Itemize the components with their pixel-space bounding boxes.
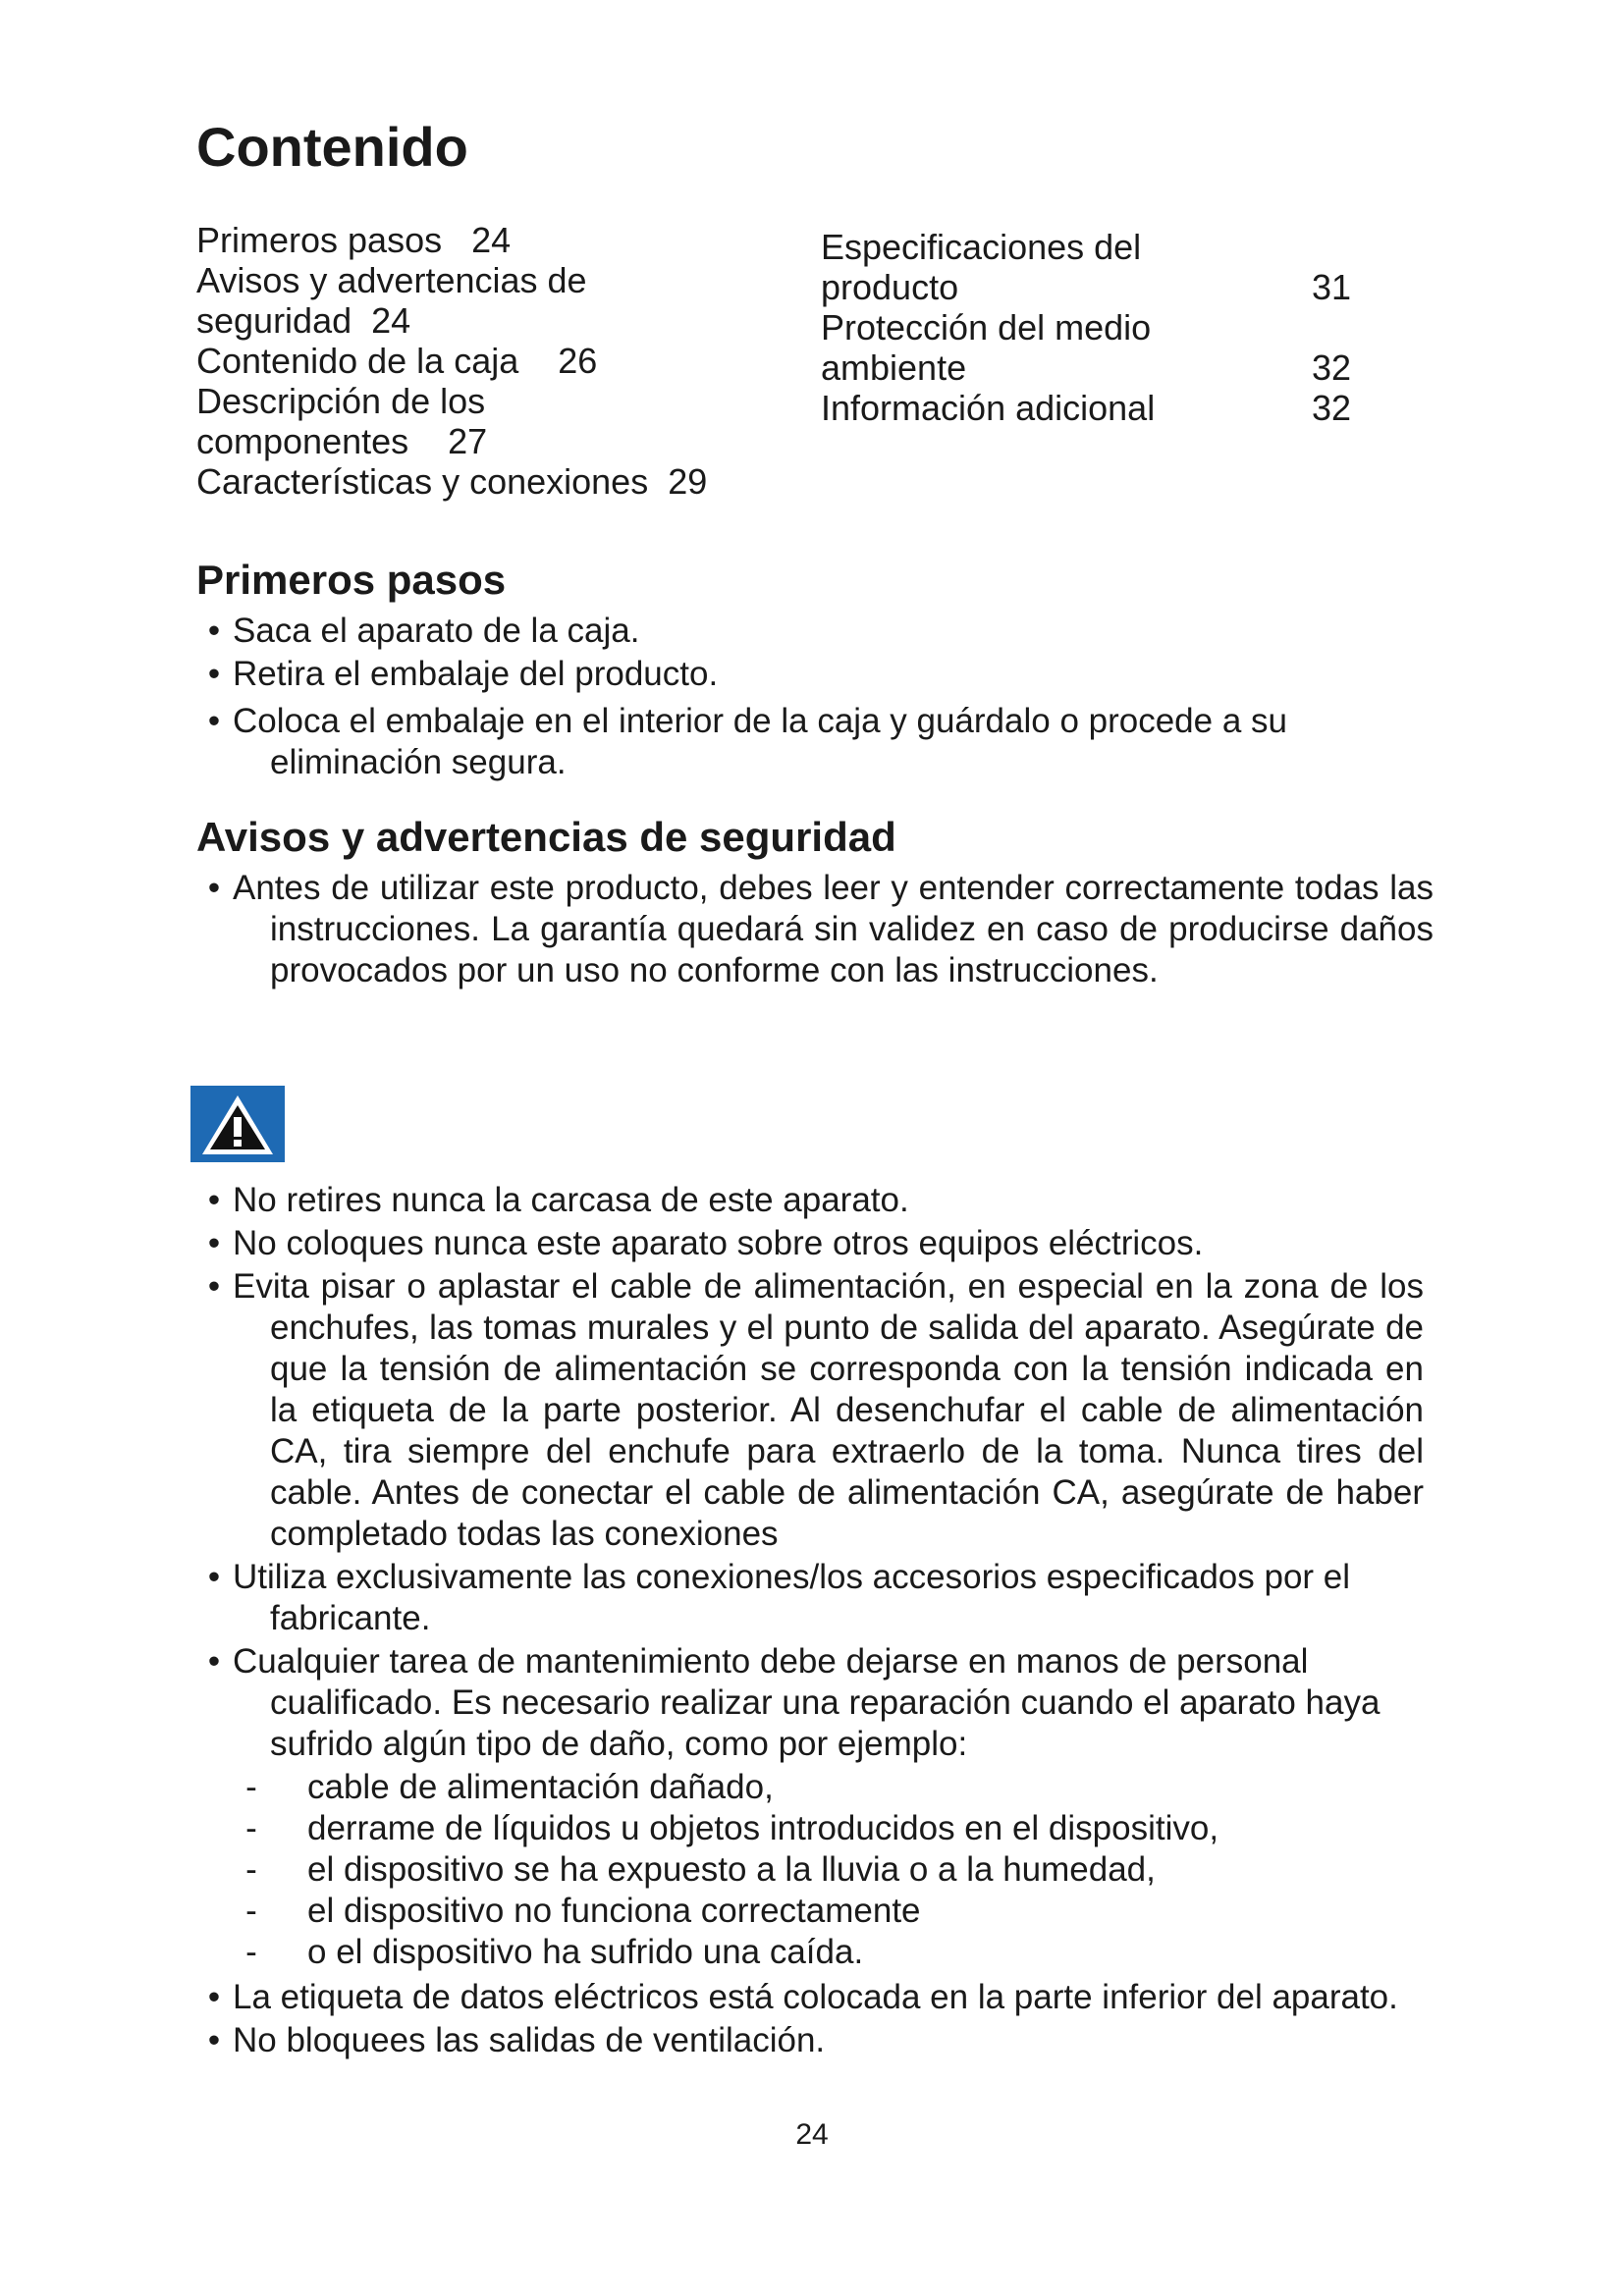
dash-list: [234, 1767, 1434, 1973]
list-item: - cable de alimentación dañado,: [234, 1767, 1434, 1808]
section-avisos-list: [196, 1180, 1434, 2063]
list-item: • No coloques nunca este aparato sobre otros equipos eléctricos.: [196, 1223, 1434, 1264]
toc-entry: [196, 461, 746, 502]
section-avisos: [196, 813, 1434, 993]
list-item: • Antes de utilizar este producto, debes leer y entender correctamente todas las instrucciones. La garantía quedará sin validez en caso de producirse daños provocados por un uso no conforme con las instrucciones.: [196, 868, 1434, 991]
bullet-list: [196, 611, 1434, 783]
list-item: • La etiqueta de datos eléctricos está colocada en la parte inferior del aparato.: [196, 1977, 1434, 2018]
list-item: • Cualquier tarea de mantenimiento debe dejarse en manos de personal cualificado. Es necesario realizar una reparación cuando el aparato haya sufrido algún tipo de daño, como por ejemplo:: [196, 1641, 1434, 1765]
bullet-icon: •: [207, 1978, 221, 2016]
section-heading: Primeros pasos: [196, 557, 507, 603]
list-item: • Utiliza exclusivamente las conexiones/los accesorios especificados por el fabricante.: [196, 1557, 1434, 1639]
bullet-icon: •: [207, 1224, 221, 1262]
toc-entry-page: 31: [1311, 267, 1351, 307]
toc-entry-label: Especificaciones del producto: [821, 227, 1142, 307]
bullet-list: [196, 1180, 1434, 1765]
toc-entry-page: 26: [558, 341, 598, 381]
toc-entry-label: Protección del medio ambiente: [821, 307, 1152, 388]
bullet-icon: •: [207, 1558, 221, 1596]
list-item: - o el dispositivo ha sufrido una caída.: [234, 1932, 1434, 1973]
bullet-icon: •: [207, 612, 221, 651]
list-item: - derrame de líquidos u objetos introducidos en el dispositivo,: [234, 1808, 1434, 1849]
bullet-list: [196, 868, 1434, 991]
dash-icon: -: [245, 1850, 257, 1889]
toc-entry: [821, 307, 1351, 388]
toc-entry-label: Descripción de los componentes: [196, 381, 486, 461]
bullet-list: [196, 1977, 1434, 2061]
toc-entry-page: 32: [1311, 347, 1351, 388]
list-item: • Evita pisar o aplastar el cable de alimentación, en especial en la zona de los enchufes, las tomas murales y el punto de salida del aparato. Asegúrate de que la tensión de alimentación se corresponda con la tensión indicada en la etiqueta de la parte posterior. Al desenchufar el cable de alimentación CA, tira siempre del enchufe para extraerlo de la toma. Nunca tires del cable. Antes de conectar el cable de alimentación CA, asegúrate de haber completado todas las conexiones: [196, 1266, 1434, 1555]
dash-icon: -: [245, 1809, 257, 1847]
toc-entry: [821, 227, 1351, 307]
bullet-icon: •: [207, 869, 221, 908]
toc-entry-label: Información adicional: [821, 388, 1156, 428]
toc-entry-label: Primeros pasos: [196, 220, 443, 260]
page-title: Contenido: [196, 116, 468, 178]
bullet-icon: •: [207, 702, 221, 741]
toc-entry-page: 32: [1311, 388, 1351, 428]
dash-icon: -: [245, 1933, 257, 1971]
toc-right-column: [821, 227, 1351, 428]
toc-entry: [196, 220, 746, 260]
list-item: • Retira el embalaje del producto.: [196, 654, 1434, 695]
section-heading: Avisos y advertencias de seguridad: [196, 814, 896, 860]
list-item: • No retires nunca la carcasa de este aparato.: [196, 1180, 1434, 1221]
page-number: 24: [795, 2118, 829, 2151]
list-item: - el dispositivo se ha expuesto a la lluvia o a la humedad,: [234, 1849, 1434, 1891]
dash-icon: -: [245, 1768, 257, 1806]
list-item: • Saca el aparato de la caja.: [196, 611, 1434, 652]
toc-entry-page: 27: [448, 421, 488, 461]
toc-entry-page: 24: [471, 220, 512, 260]
bullet-icon: •: [207, 1181, 221, 1219]
section-primeros-pasos: [196, 556, 1434, 785]
list-item: • Coloca el embalaje en el interior de la caja y guárdalo o procede a su eliminación segura.: [196, 701, 1434, 783]
toc-entry-label: Avisos y advertencias de seguridad: [196, 260, 587, 341]
toc-entry: [821, 388, 1351, 428]
toc-entry-page: 29: [668, 461, 708, 502]
toc-entry: [196, 341, 746, 381]
bullet-icon: •: [207, 2021, 221, 2059]
warning-triangle-icon: [190, 1086, 285, 1162]
bullet-icon: •: [207, 655, 221, 694]
toc-entry-page: 24: [371, 300, 411, 341]
bullet-icon: •: [207, 1642, 221, 1681]
toc-entry-label: Características y conexiones: [196, 461, 649, 502]
toc-entry-label: Contenido de la caja: [196, 341, 519, 381]
toc-left-column: [196, 220, 746, 502]
dash-icon: -: [245, 1892, 257, 1930]
list-item: - el dispositivo no funciona correctamente: [234, 1891, 1434, 1932]
toc-entry: [196, 381, 520, 461]
toc-entry: [196, 260, 619, 341]
bullet-icon: •: [207, 1267, 221, 1306]
list-item: • No bloquees las salidas de ventilación.: [196, 2020, 1434, 2061]
